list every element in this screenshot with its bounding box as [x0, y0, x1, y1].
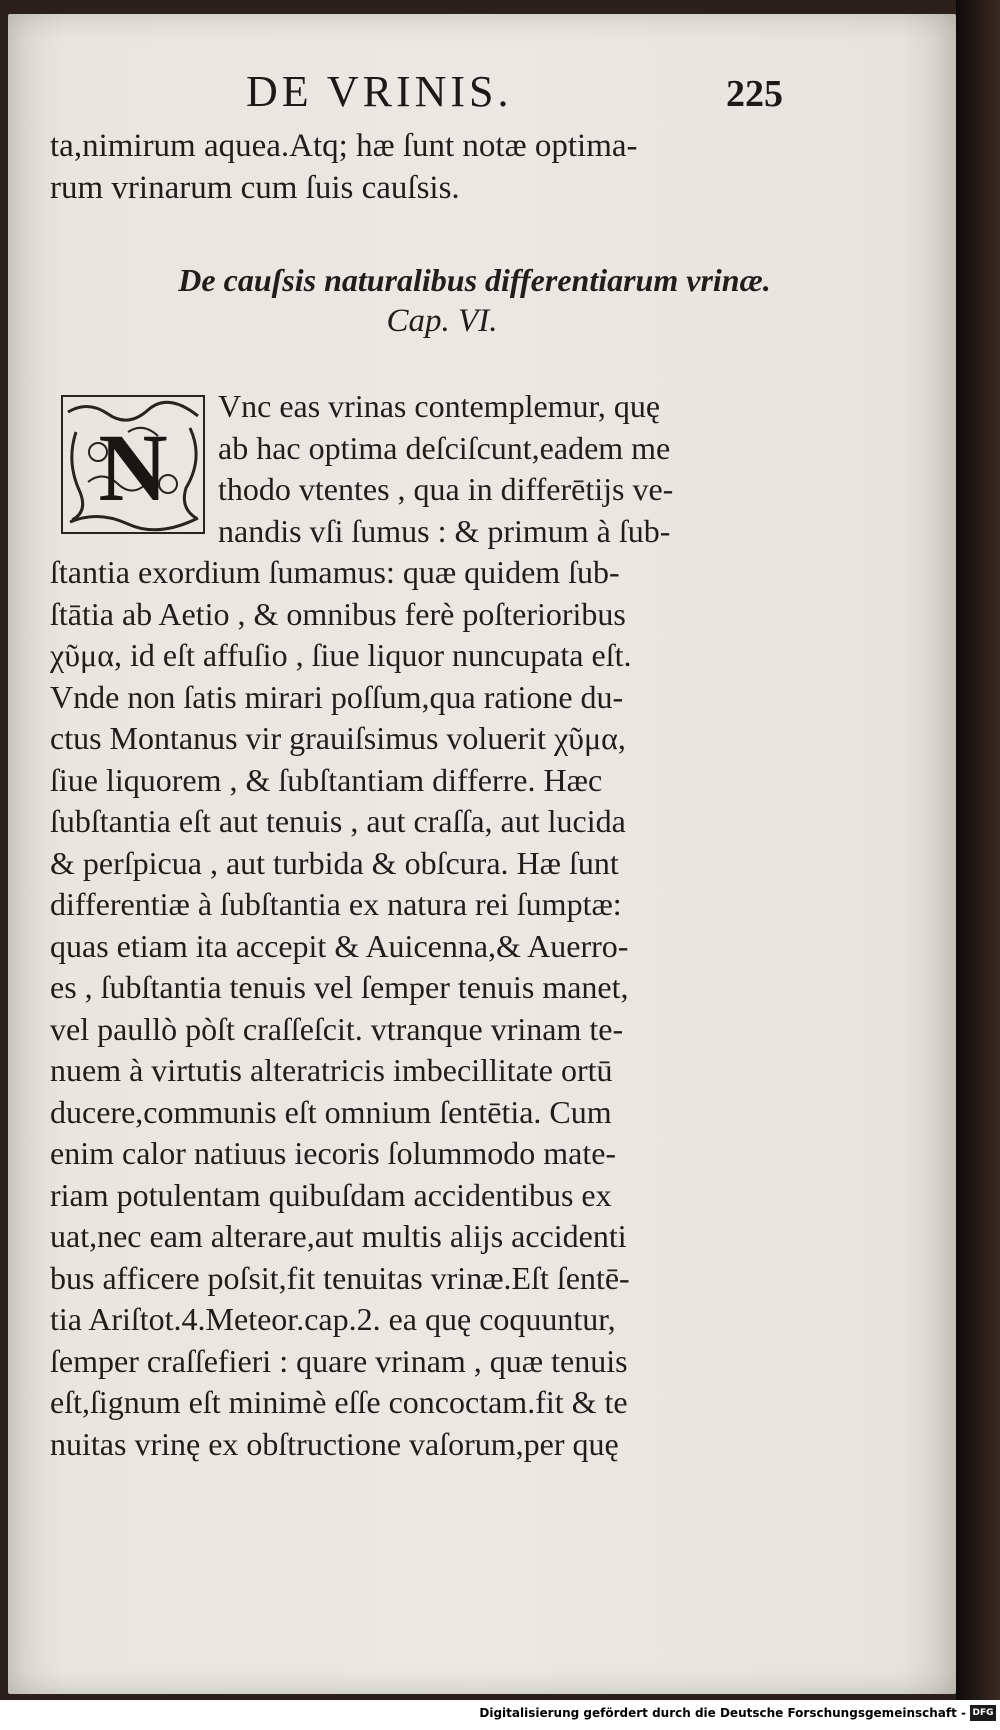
text-line: uat,nec eam alterare,aut multis alijs accidenti: [50, 1218, 627, 1254]
dfg-logo-icon: DFG: [970, 1705, 996, 1721]
chapter-heading: [8, 262, 956, 340]
text-line: enim calor natiuus iecoris ſolummodo mate-: [50, 1135, 617, 1171]
drop-cap-letter: N: [98, 414, 168, 521]
text-line: bus afficere poſsit,fit tenuitas vrinæ.Eſt ſentē-: [50, 1259, 630, 1296]
text-line: ſemper craſſefieri : quare vrinam , quæ tenuis: [50, 1342, 628, 1379]
text-line: ſiue liquorem , & ſubſtantiam differre. Hæc: [50, 761, 603, 798]
body-text: [50, 386, 830, 1465]
text-line: ſtantia exordium ſumamus: quæ quidem ſub-: [50, 554, 620, 590]
text-line: nuitas vrinę ex obſtructione vaſorum,per quę: [50, 1425, 619, 1462]
running-head: [8, 66, 956, 116]
footer-credit: Digitalisierung gefördert durch die Deutsche Forschungsgemeinschaft -: [479, 1706, 966, 1720]
text-line: nandis vſi ſumus : & primum à ſub-: [218, 512, 671, 549]
text-line: riam potulentam quibuſdam accidentibus ex: [50, 1176, 612, 1213]
book-edge: [956, 0, 1000, 1700]
text-line: ducere,communis eſt omnium ſentētia. Cum: [50, 1093, 612, 1130]
page-number: 225: [726, 73, 783, 115]
text-line: eſt,ſignum eſt minimè eſſe concoctam.fit & te: [50, 1384, 628, 1420]
text-line: quas etiam ita accepit & Auicenna,& Auerro-: [50, 927, 629, 964]
text-line: ctus Montanus vir grauiſsimus voluerit χῦμα,: [50, 720, 626, 756]
text-line: χῦμα, id eſt affuſio , ſiue liquor nuncupata eſt.: [50, 637, 632, 673]
text-line: & perſpicua , aut turbida & obſcura. Hæ ſunt: [50, 844, 619, 881]
opening-text: [50, 126, 810, 209]
chapter-number: Cap. VI.: [386, 303, 498, 339]
text-line: ſubſtantia eſt aut tenuis , aut craſſa, aut lucida: [50, 803, 626, 839]
text-line: es , ſubſtantia tenuis vel ſemper tenuis manet,: [50, 969, 629, 1005]
text-line: ab hac optima deſciſcunt,eadem me: [218, 429, 671, 466]
text-line: Vnde non ſatis mirari poſſum,qua ratione du-: [50, 678, 624, 715]
text-line: tia Ariſtot.4.Meteor.cap.2. ea quę coquuntur,: [50, 1301, 616, 1337]
text-line: Vnc eas vrinas contemplemur, quę: [218, 388, 661, 424]
chapter-title: De cauſsis naturalibus differentiarum vrinæ.: [178, 262, 771, 298]
text-line: ſtātia ab Aetio , & omnibus ferè poſterioribus: [50, 595, 626, 632]
book-page: [8, 14, 956, 1694]
text-line: thodo vtentes , qua in differētijs ve-: [218, 471, 674, 507]
running-title: DE VRINIS.: [246, 67, 513, 116]
digitization-footer: [0, 1700, 1000, 1730]
text-line: rum vrinarum cum ſuis cauſsis.: [50, 169, 460, 206]
text-line: ta,nimirum aquea.Atq; hæ ſunt notæ optima-: [50, 128, 638, 164]
text-line: nuem à virtutis alteratricis imbecillitate ortū: [50, 1052, 613, 1088]
text-line: vel paullò pòſt craſſeſcit. vtranque vrinam te-: [50, 1010, 624, 1047]
text-line: differentiæ à ſubſtantia ex natura rei ſumptæ:: [50, 886, 622, 922]
